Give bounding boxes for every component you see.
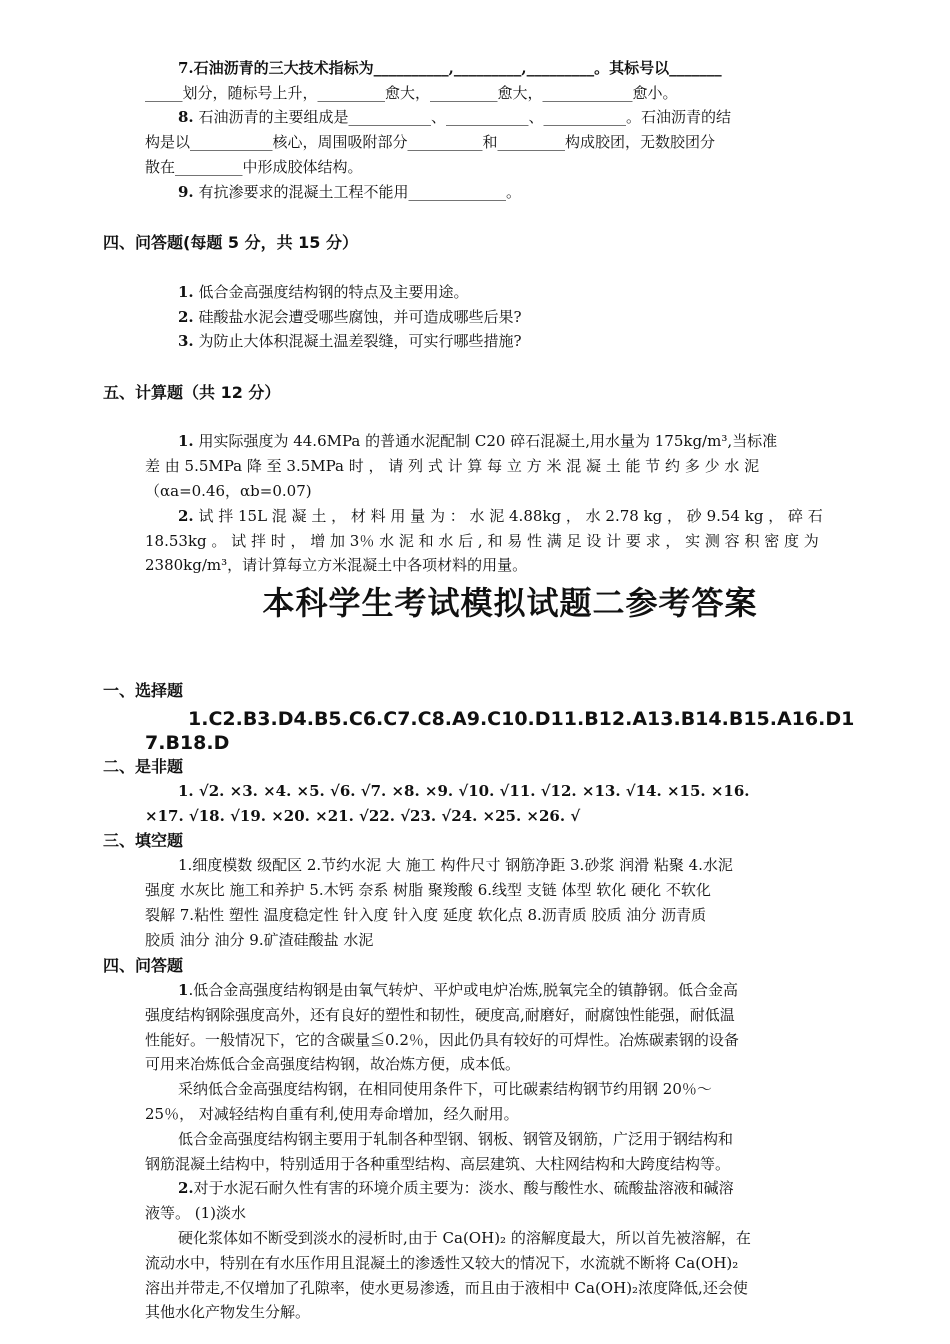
qa2-line2: 液等。 (1)淡水: [145, 1204, 247, 1222]
fill-answers-line2: 强度 水灰比 施工和养护 5.木钙 奈系 树脂 聚羧酸 6.线型 支链 体型 软化 硬化 不软化: [145, 881, 711, 899]
qa2-para2-line2: 流动水中，特别在有水压作用且混凝土的渗透性又较大的情况下，水流就不断将 Ca(OH)₂: [145, 1254, 739, 1272]
qa1-line2: 强度结构钢除强度高外，还有良好的塑性和韧性，硬度高,耐磨好，耐腐蚀性能强，耐低温: [145, 1006, 735, 1024]
calc-1-line2: 差 由 5.5MPa 降 至 3.5MPa 时 ， 请 列 式 计 算 每 立 方 米 混 凝 土 能 节 约 多 少 水 泥: [145, 457, 760, 475]
qa1-para3-line1: 低合金高强度结构钢主要用于轧制各种型钢、钢板、钢管及钢筋，广泛用于钢结构和: [178, 1130, 734, 1148]
qa2-para2-line1: 硬化浆体如不断受到淡水的浸析时,由于 Ca(OH)₂ 的溶解度最大，所以首先被溶解，在: [178, 1229, 751, 1247]
fill-answers-line3: 裂解 7.粘性 塑性 温度稳定性 针入度 针入度 延度 软化点 8.沥青质 胶质 油分 沥青质: [145, 906, 707, 924]
calc-1-line3: （αa=0.46，αb=0.07): [145, 482, 312, 500]
qa1-line4: 可用来冶炼低合金高强度结构钢，故冶炼方便，成本低。: [145, 1055, 521, 1073]
qa1-para2-line2: 25％， 对减轻结构自重有利,使用寿命增加，经久耐用。: [145, 1105, 519, 1123]
qa1-para2-line1: 采纳低合金高强度结构钢，在相同使用条件下，可比碳素结构钢节约用钢 20％～: [178, 1080, 712, 1098]
question-7-line1: 7.石油沥青的三大技术指标为__________,_________,_________。其标号以_______: [178, 59, 722, 77]
section-4-item-3: 3. 为防止大体积混凝土温差裂缝，可实行哪些措施?: [178, 332, 522, 350]
calc-2-line1: 2. 试 拌 15L 混 凝 土 ， 材 料 用 量 为 ： 水 泥 4.88kg ， 水 2.78 kg ， 砂 9.54 kg ， 碎 石: [178, 507, 823, 525]
choice-answers-line2: 7.B18.D: [145, 732, 230, 754]
question-8-line2: 构是以___________核心，周围吸附部分__________和_________构成胶团，无数胶团分: [145, 133, 716, 151]
qa1-line3: 性能好。一般情况下，它的含碳量≦0.2％，因此仍具有较好的可焊性。冶炼碳素钢的设备: [145, 1031, 739, 1049]
qa2-para2-line3: 溶出并带走,不仅增加了孔隙率，使水更易渗透，而且由于液相中 Ca(OH)₂浓度降低,还会使: [145, 1279, 748, 1297]
qa2-line1: 2.对于水泥石耐久性有害的环境介质主要为：淡水、酸与酸性水、硫酸盐溶液和碱溶: [178, 1179, 734, 1197]
qa2-para2-line4: 其他水化产物发生分解。: [145, 1303, 311, 1321]
section-4-heading: 四、问答题(每题 5 分，共 15 分）: [103, 233, 358, 252]
calc-1-line1: 1. 用实际强度为 44.6MPa 的普通水泥配制 C20 碎石混凝土,用水量为 175kg/m³,当标准: [178, 432, 778, 450]
question-8-line1: 8. 石油沥青的主要组成是___________、___________、___________。石油沥青的结: [178, 108, 731, 126]
truefalse-heading: 二、是非题: [103, 757, 184, 776]
fill-answers-line1: 1.细度模数 级配区 2.节约水泥 大 施工 构件尺寸 钢筋净距 3.砂浆 润滑 粘聚 4.水泥: [178, 856, 733, 874]
truefalse-line2: ×17. √18. √19. ×20. ×21. √22. √23. √24. ×25. ×26. √: [145, 807, 581, 825]
answer-title: 本科学生考试模拟试题二参考答案: [262, 584, 758, 622]
choice-answers-line1: 1.C2.B3.D4.B5.C6.C7.C8.A9.C10.D11.B12.A13.B14.B15.A16.D1: [188, 708, 855, 730]
fill-answers-line4: 胶质 油分 油分 9.矿渣硅酸盐 水泥: [145, 931, 374, 949]
qa1-line1: 1.低合金高强度结构钢是由氧气转炉、平炉或电炉冶炼,脱氧完全的镇静钢。低合金高: [178, 981, 738, 999]
question-9: 9. 有抗渗要求的混凝土工程不能用_____________。: [178, 183, 521, 201]
fill-heading: 三、填空题: [103, 831, 184, 850]
section-4-item-1: 1. 低合金高强度结构钢的特点及主要用途。: [178, 283, 469, 301]
section-5-heading: 五、计算题（共 12 分）: [103, 383, 281, 402]
question-7-line2: _____划分，随标号上升，_________愈大，_________愈大，____________愈小。: [145, 84, 678, 102]
calc-2-line3: 2380kg/m³，请计算每立方米混凝土中各项材料的用量。: [145, 556, 528, 574]
qa1-para3-line2: 钢筋混凝土结构中，特别适用于各种重型结构、高层建筑、大柱网结构和大跨度结构等。: [145, 1155, 731, 1173]
section-4-item-2: 2. 硅酸盐水泥会遭受哪些腐蚀，并可造成哪些后果?: [178, 308, 522, 326]
truefalse-line1: 1. √2. ×3. ×4. ×5. √6. √7. ×8. ×9. √10. √11. √12. ×13. √14. ×15. ×16.: [178, 782, 750, 800]
choice-heading: 一、选择题: [103, 681, 184, 700]
qa-heading: 四、问答题: [103, 956, 184, 975]
question-8-line3: 散在_________中形成胶体结构。: [145, 158, 363, 176]
calc-2-line2: 18.53kg 。 试 拌 时 ， 增 加 3％ 水 泥 和 水 后 , 和 易 性 满 足 设 计 要 求 ， 实 测 容 积 密 度 为: [145, 532, 819, 550]
